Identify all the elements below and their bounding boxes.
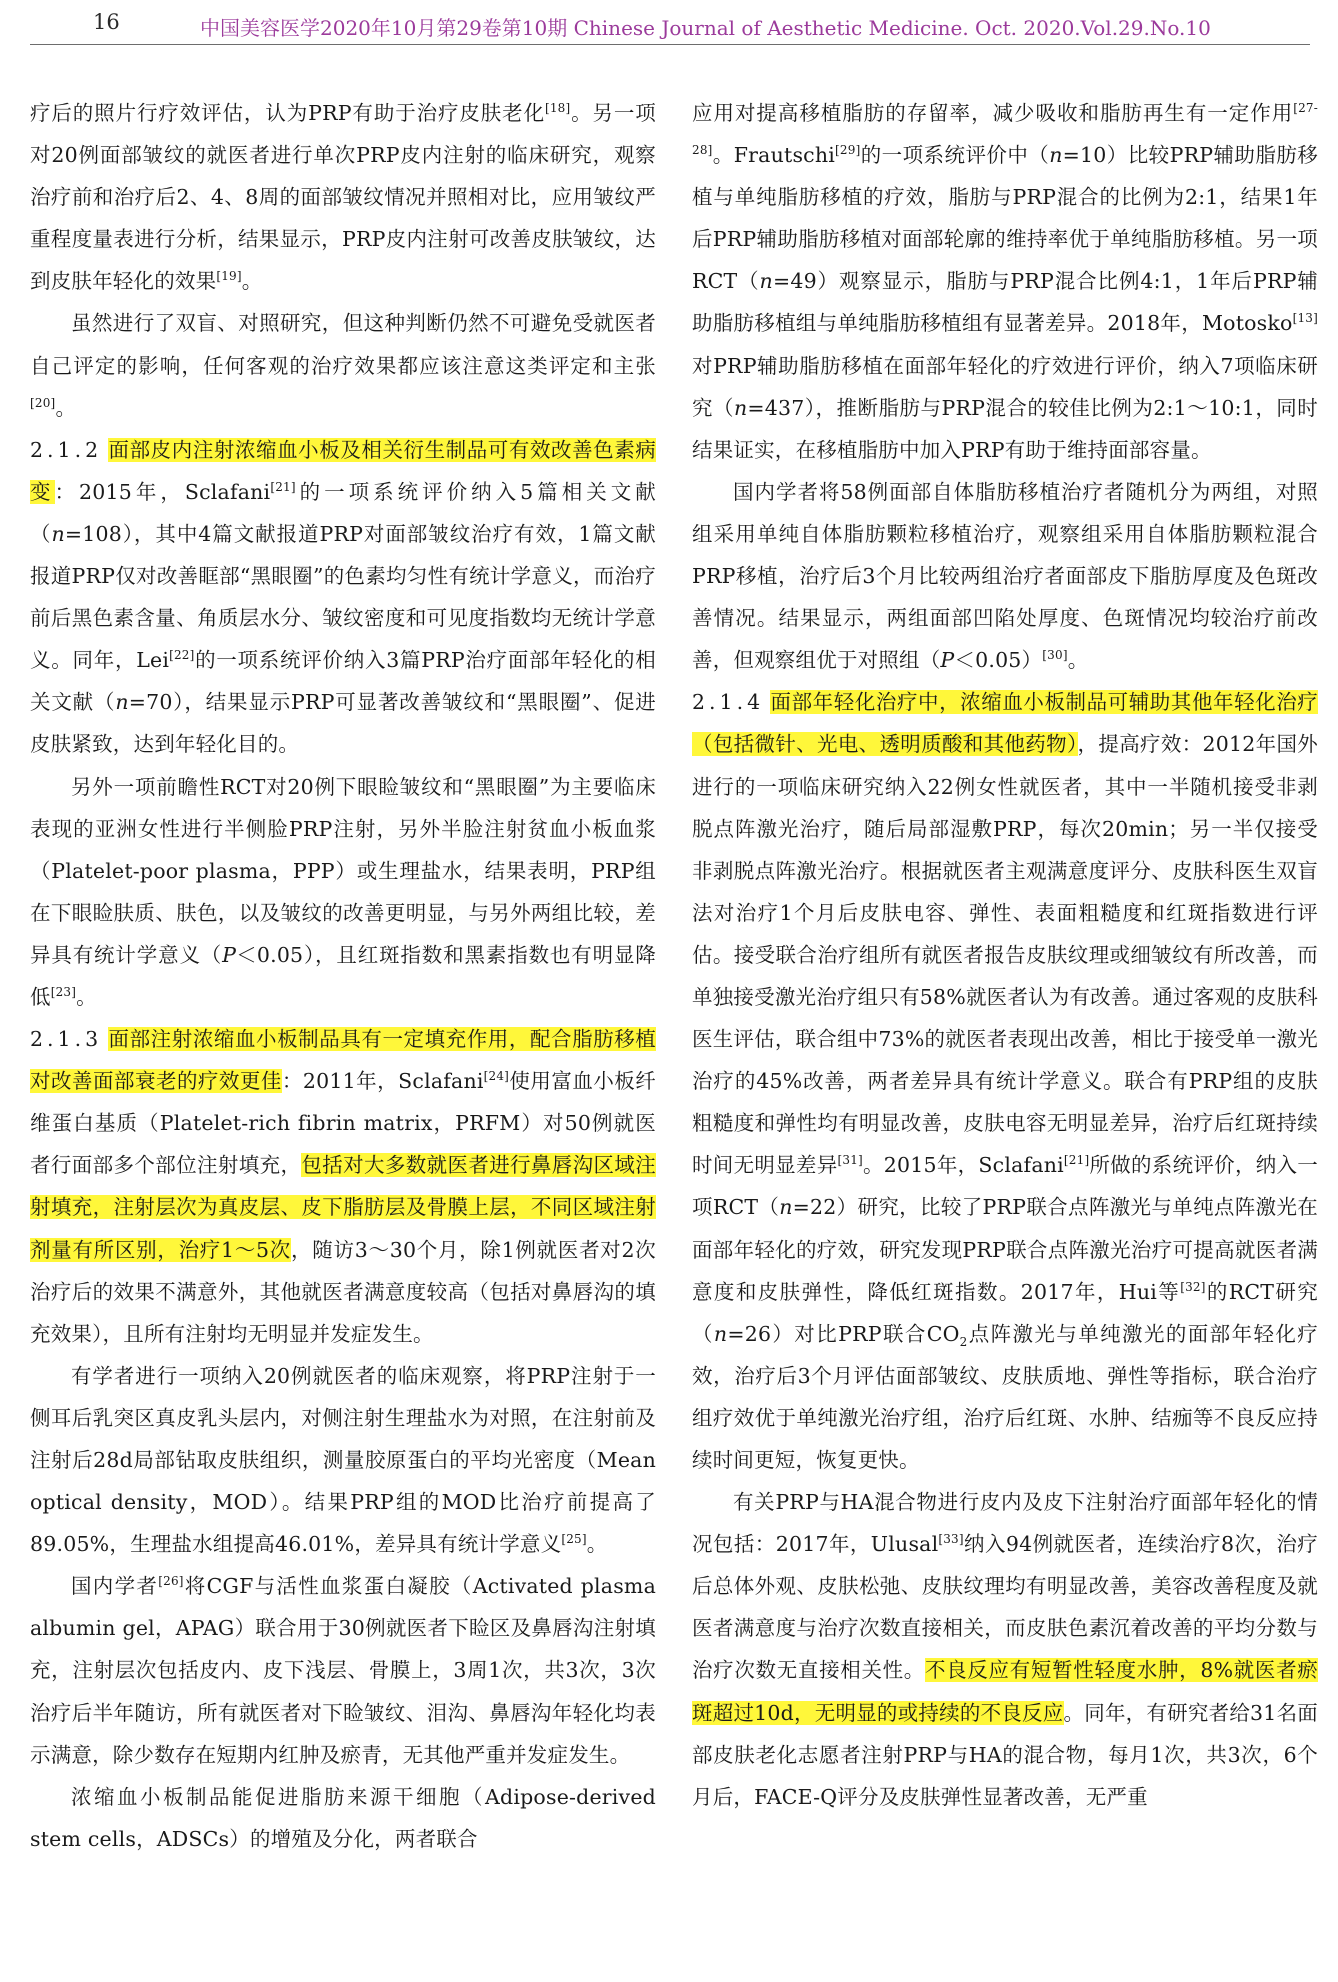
text-highlight: 不良反应有短暂性轻度水肿，8%就医者瘀斑超过10d，无明显的或持续的不良反应: [692, 1658, 1318, 1725]
citation: [26]: [158, 1574, 184, 1589]
section-number: 2.1.3: [30, 1027, 103, 1052]
paragraph: 国内学者将58例面部自体脂肪移植治疗者随机分为两组，对照组采用单纯自体脂肪颗粒移植治疗，观察组采用自体脂肪颗粒混合PRP移植，治疗后3个月比较两组治疗者面部皮下脂肪厚度及色斑改善情况。结果显示，两组面部凹陷处厚度、色斑情况均较治疗前改善，但观察组优于对照组（P＜0.05）[30]。: [692, 479, 1318, 673]
citation: [32]: [1180, 1279, 1206, 1294]
citation: [22]: [169, 648, 195, 663]
right-column: [692, 92, 1318, 1818]
text-highlight: 包括对大多数就医者进行鼻唇沟区域注射填充，注射层次为真皮层、皮下脂肪层及骨膜上层，不同区域注射剂量有所区别，治疗1～5次: [30, 1153, 656, 1262]
section-title-highlight: 面部年轻化治疗中，浓缩血小板制品可辅助其他年轻化治疗（包括微针、光电、透明质酸和其他药物）: [692, 690, 1318, 757]
page-header: [0, 0, 1338, 48]
paragraph: 应用对提高移植脂肪的存留率，减少吸收和脂肪再生有一定作用[27-28]。Frautschi[29]的一项系统评价中（n=10）比较PRP辅助脂肪移植与单纯脂肪移植的疗效，脂肪与PRP混合的比例为2:1，结果1年后PRP辅助脂肪移植对面部轮廓的维持率优于单纯脂肪移植。另一项RCT（n=49）观察显示，脂肪与PRP混合比例4:1，1年后PRP辅助脂肪移植组与单纯脂肪移植组有显著差异。2018年，Motosko[13]对PRP辅助脂肪移植在面部年轻化的疗效进行评价，纳入7项临床研究（n=437），推断脂肪与PRP混合的较佳比例为2:1～10:1，同时结果证实，在移植脂肪中加入PRP有助于维持面部容量。: [692, 101, 1319, 462]
citation: [20]: [30, 395, 56, 410]
paragraph: 疗后的照片行疗效评估，认为PRP有助于治疗皮肤老化[18]。另一项对20例面部皱纹的就医者进行单次PRP皮内注射的临床研究，观察治疗前和治疗后2、4、8周的面部皱纹情况并照相对比，应用皱纹严重程度量表进行分析，结果显示，PRP皮内注射可改善皮肤皱纹，达到皮肤年轻化的效果[19]。: [30, 101, 656, 294]
section-number: 2.1.2: [30, 437, 103, 462]
citation: [19]: [216, 269, 242, 284]
paragraph: 有学者进行一项纳入20例就医者的临床观察，将PRP注射于一侧耳后乳突区真皮乳头层内，对侧注射生理盐水为对照，在注射前及注射后28d局部钻取皮肤组织，测量胶原蛋白的平均光密度（Mean optical density，MOD）。结果PRP组的MOD比治疗前提高了89.05%，生理盐水组提高46.01%，差异具有统计学意义[25]。: [30, 1363, 656, 1557]
journal-title: 中国美容医学2020年10月第29卷第10期 Chinese Journal of Aesthetic Medicine. Oct. 2020.Vol.29.No.10: [200, 16, 1211, 40]
page-number: 16: [93, 10, 120, 34]
citation: [24]: [483, 1069, 510, 1084]
section-title-highlight: 面部注射浓缩血小板制品具有一定填充作用，配合脂肪移植对改善面部衰老的疗效更佳: [30, 1027, 656, 1094]
paragraph: 国内学者[26]将CGF与活性血浆蛋白凝胶（Activated plasma albumin gel，APAG）联合用于30例就医者下睑区及鼻唇沟注射填充，注射层次包括皮内、皮下浅层、骨膜上，3周1次，共3次，3次治疗后半年随访，所有就医者对下睑皱纹、泪沟、鼻唇沟年轻化均表示满意，除少数存在短期内红肿及瘀青，无其他严重并发症发生。: [30, 1574, 656, 1767]
paragraph: 有关PRP与HA混合物进行皮内及皮下注射治疗面部年轻化的情况包括：2017年，Ulusal[33]纳入94例就医者，连续治疗8次，治疗后总体外观、皮肤松弛、皮肤纹理均有明显改善，美容改善程度及就医者满意度与治疗次数直接相关，而皮肤色素沉着改善的平均分数与治疗次数无直接相关性。不良反应有短暂性轻度水肿，8%就医者瘀斑超过10d，无明显的或持续的不良反应。同年，有研究者给31名面部皮肤老化志愿者注射PRP与HA的混合物，每月1次，共3次，6个月后，FACE-Q评分及皮肤弹性显著改善，无严重: [692, 1490, 1318, 1809]
citation: [13]: [1292, 311, 1318, 326]
citation: [23]: [50, 985, 77, 1000]
left-column: [30, 92, 656, 1860]
citation: [21]: [270, 480, 296, 495]
citation: [27-28]: [692, 101, 1318, 158]
citation: [33]: [938, 1532, 964, 1547]
section-number: 2.1.4: [692, 690, 765, 715]
citation: [25]: [561, 1532, 587, 1547]
paragraph: 另外一项前瞻性RCT对20例下眼睑皱纹和“黑眼圈”为主要临床表现的亚洲女性进行半侧脸PRP注射，另外半脸注射贫血小板血浆（Platelet-poor plasma，PPP）或生理盐水，结果表明，PRP组在下眼睑肤质、肤色，以及皱纹的改善更明显，与另外两组比较，差异具有统计学意义（P＜0.05），且红斑指数和黑素指数也有明显降低[23]。: [30, 774, 656, 1009]
header-rule: [30, 44, 1310, 45]
section-title-highlight: 面部皮内注射浓缩血小板及相关衍生制品可有效改善色素病变: [30, 437, 656, 504]
paragraph: 虽然进行了双盲、对照研究，但这种判断仍然不可避免受就医者自己评定的影响，任何客观的治疗效果都应该注意这类评定和主张[20]。: [30, 311, 656, 420]
citation: [31]: [837, 1153, 863, 1168]
citation: [30]: [1042, 648, 1068, 663]
section-2-1-2: 2.1.2 面部皮内注射浓缩血小板及相关衍生制品可有效改善色素病变：2015年，Sclafani[21]的一项系统评价纳入5篇相关文献（n=108），其中4篇文献报道PRP对面部皱纹治疗有效，1篇文献报道PRP仅对改善眶部“黑眼圈”的色素均匀性有统计学意义，而治疗前后黑色素含量、角质层水分、皱纹密度和可见度指数均无统计学意义。同年，Lei[22]的一项系统评价纳入3篇PRP治疗面部年轻化的相关文献（n=70），结果显示PRP可显著改善皱纹和“黑眼圈”、促进皮肤紧致，达到年轻化目的。: [30, 437, 657, 757]
citation: [18]: [544, 101, 571, 116]
citation: [29]: [835, 143, 861, 158]
citation: [21]: [1063, 1153, 1090, 1168]
section-2-1-4: 2.1.4 面部年轻化治疗中，浓缩血小板制品可辅助其他年轻化治疗（包括微针、光电、透明质酸和其他药物），提高疗效：2012年国外进行的一项临床研究纳入22例女性就医者，其中一半随机接受非剥脱点阵激光治疗，随后局部湿敷PRP，每次20min；另一半仅接受非剥脱点阵激光治疗。根据就医者主观满意度评分、皮肤科医生双盲法对治疗1个月后皮肤电容、弹性、表面粗糙度和红斑指数进行评估。接受联合治疗组所有就医者报告皮肤纹理或细皱纹有所改善，而单独接受激光治疗组只有58%就医者认为有改善。通过客观的皮肤科医生评估，联合组中73%的就医者表现出改善，相比于接受单一激光治疗的45%改善，两者差异具有统计学意义。联合有PRP组的皮肤粗糙度和弹性均有明显改善，皮肤电容无明显差异，治疗后红斑持续时间无明显差异[31]。2015年，Sclafani[21]所做的系统评价，纳入一项RCT（n=22）研究，比较了PRP联合点阵激光与单纯点阵激光在面部年轻化的疗效，研究发现PRP联合点阵激光治疗可提高就医者满意度和皮肤弹性，降低红斑指数。2017年，Hui等[32]的RCT研究（n=26）对比PRP联合$CO_2$点阵激光与单纯激光的面部年轻化疗效，治疗后3个月评估面部皱纹、皮肤质地、弹性等指标，联合治疗组疗效优于单纯激光治疗组，治疗后红斑、水肿、结痂等不良反应持续时间更短，恢复更快。: [692, 690, 1319, 1472]
paragraph: 浓缩血小板制品能促进脂肪来源干细胞（Adipose-derived stem cells，ADSCs）的增殖及分化，两者联合: [30, 1784, 656, 1851]
section-2-1-3: 2.1.3 面部注射浓缩血小板制品具有一定填充作用，配合脂肪移植对改善面部衰老的疗效更佳：2011年，Sclafani[24]使用富血小板纤维蛋白基质（Platelet-rich fibrin matrix，PRFM）对50例就医者行面部多个部位注射填充，包括对大多数就医者进行鼻唇沟区域注射填充，注射层次为真皮层、皮下脂肪层及骨膜上层，不同区域注射剂量有所区别，治疗1～5次，随访3～30个月，除1例就医者对2次治疗后的效果不满意外，其他就医者满意度较高（包括对鼻唇沟的填充效果），且所有注射均无明显并发症发生。: [30, 1027, 657, 1346]
